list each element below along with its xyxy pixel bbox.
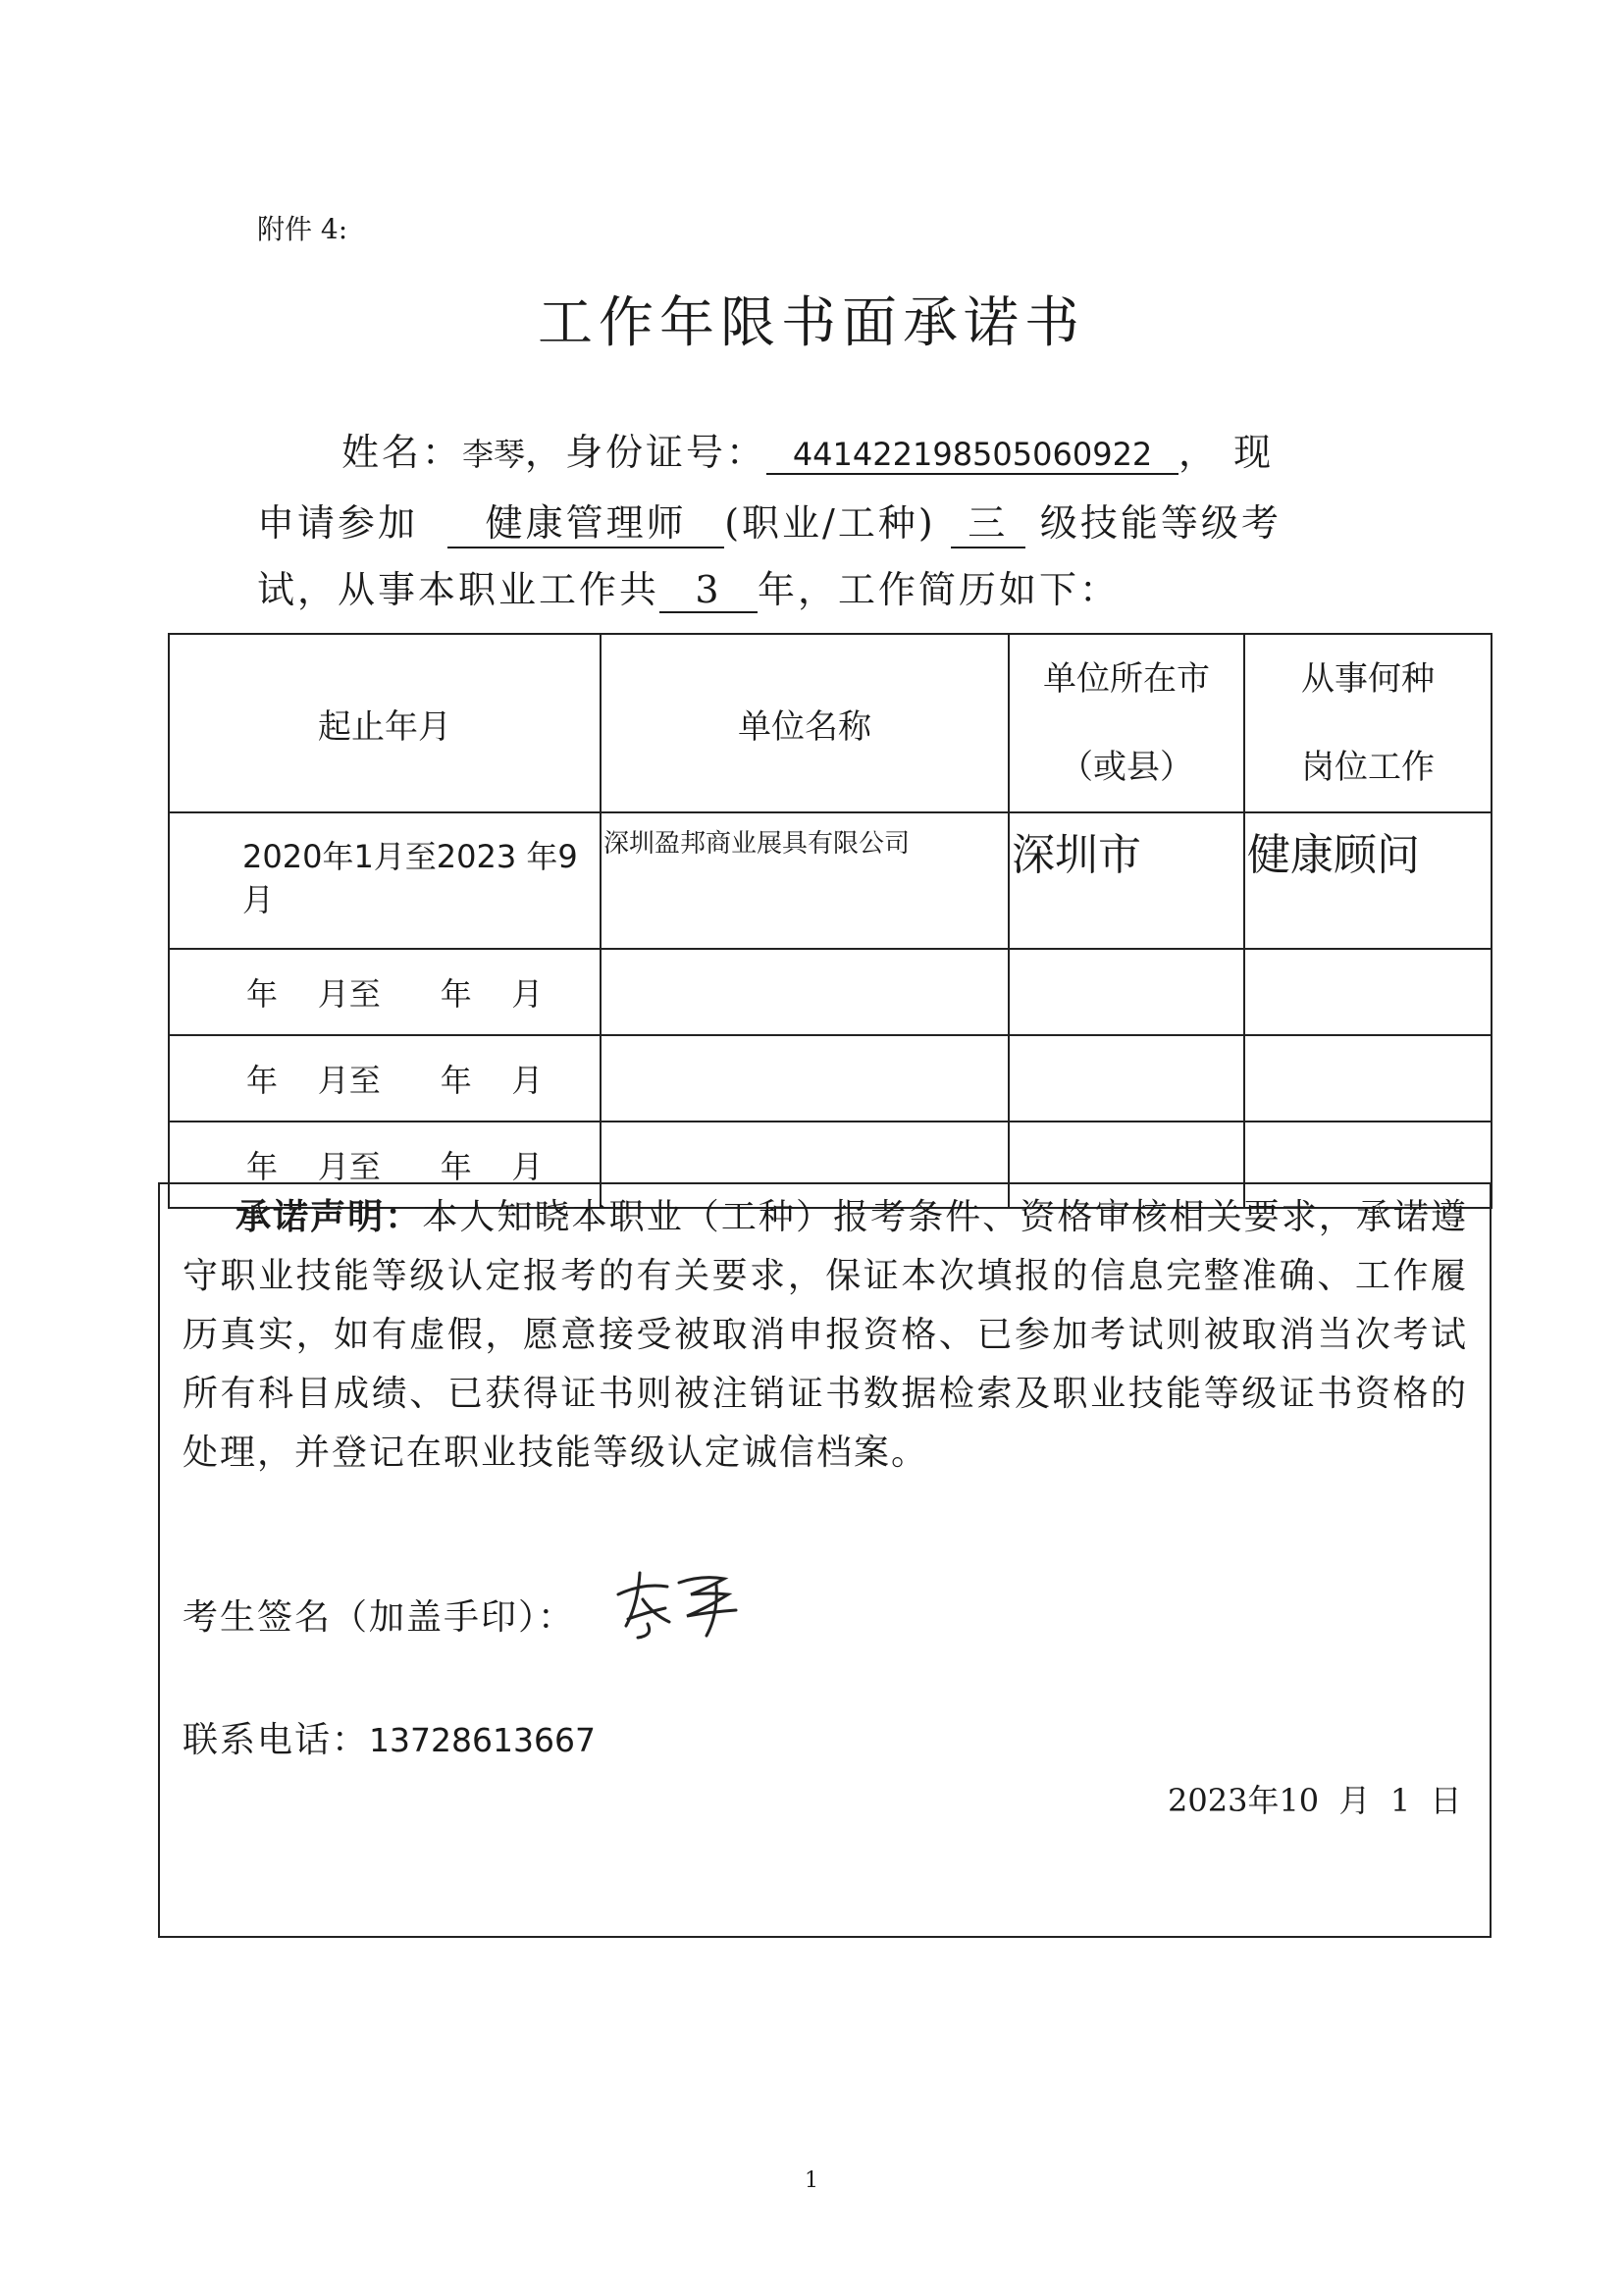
header-org: 单位名称 <box>601 634 1009 812</box>
header-city <box>1009 634 1244 812</box>
table-header-row <box>169 634 1492 812</box>
intro-line-1 <box>341 422 1274 476</box>
work-history-table <box>168 633 1492 1209</box>
occupation: 健康管理师 <box>447 493 724 548</box>
apply-prefix: 申请参加 <box>257 501 419 545</box>
skill-level: 三 <box>951 493 1025 548</box>
declaration <box>183 1187 1468 1483</box>
header-post-line2: 岗位工作 <box>1301 748 1435 787</box>
header-post <box>1244 634 1492 812</box>
id-number: 441422198505060922 <box>766 436 1178 475</box>
level-suffix: 级技能等级考 <box>1039 501 1282 545</box>
header-period: 起止年月 <box>169 634 601 812</box>
exam-prefix: 试，从事本职业工作共 <box>257 568 660 611</box>
attachment-label: 附件 4: <box>257 213 348 245</box>
years-suffix: 年，工作简历如下： <box>758 568 1121 611</box>
header-post-line1: 从事何种 <box>1301 659 1435 699</box>
header-city-line2: （或县） <box>1060 748 1193 787</box>
table-row <box>169 812 1492 949</box>
phone-line <box>183 1712 596 1762</box>
years-count: 3 <box>659 568 758 613</box>
empty-cell <box>601 1035 1009 1122</box>
occupation-note: (职业/工种) <box>724 501 936 545</box>
empty-cell <box>1009 949 1244 1035</box>
row1-org: 深圳盈邦商业展具有限公司 <box>601 812 1009 949</box>
row1-period: 2020年1月至2023 年9月 <box>169 812 601 949</box>
empty-period: 年 月至 年 月 <box>169 1035 601 1122</box>
name-label: 姓名： <box>341 431 463 474</box>
phone-number: 13728613667 <box>369 1721 596 1759</box>
empty-cell <box>1244 1035 1492 1122</box>
line1-end: ， 现 <box>1178 431 1275 474</box>
declaration-heading: 承诺声明： <box>236 1196 423 1237</box>
intro-line-2 <box>257 493 1282 548</box>
row1-city: 深圳市 <box>1009 812 1244 949</box>
handwritten-signature <box>608 1565 756 1644</box>
empty-cell <box>1009 1035 1244 1122</box>
signing-date: 2023年10 月 1 日 <box>1168 1782 1462 1819</box>
table-row <box>169 949 1492 1035</box>
phone-label: 联系电话： <box>183 1720 370 1760</box>
signature-label: 考生签名（加盖手印）： <box>183 1597 576 1638</box>
page-number: 1 <box>805 2168 818 2193</box>
empty-cell <box>1244 949 1492 1035</box>
page-title: 工作年限书面承诺书 <box>538 291 1085 355</box>
row1-post: 健康顾问 <box>1244 812 1492 949</box>
header-city-line1: 单位所在市 <box>1043 659 1210 699</box>
empty-cell <box>601 949 1009 1035</box>
empty-period: 年 月至 年 月 <box>169 1122 601 1208</box>
intro-line-3 <box>257 559 1120 613</box>
declaration-body: 本人知晓本职业（工种）报考条件、资格审核相关要求，承诺遵守职业技能等级认定报考的有关要求，保证本次填报的信息完整准确、工作履历真实，如有虚假，愿意接受被取消申报资格、已参加考试则被取消当次考试所有科目成绩、已获得证书则被注销证书数据检索及职业技能等级证书资格的处理，并登记在职业技能等级认定诚信档案。 <box>183 1197 1468 1473</box>
empty-period: 年 月至 年 月 <box>169 949 601 1035</box>
applicant-name: 李琴 <box>462 436 526 473</box>
id-label: ，身份证号： <box>525 431 767 474</box>
table-row <box>169 1035 1492 1122</box>
